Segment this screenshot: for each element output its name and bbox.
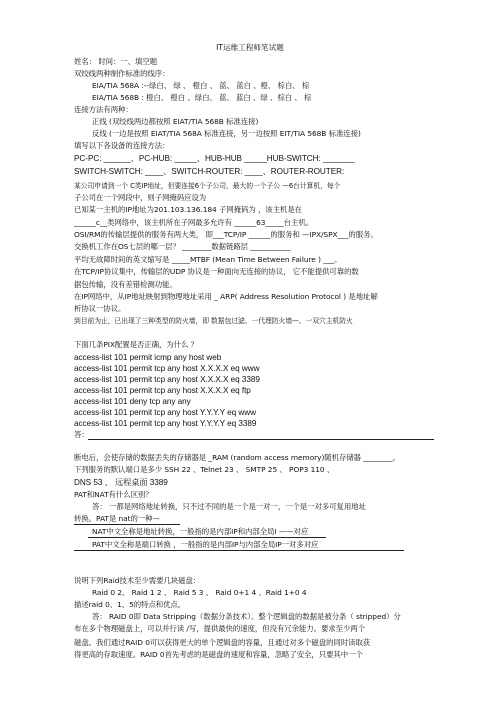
answer-underline <box>88 439 434 440</box>
code-line: access-list 101 permit tcp any host X.X.X.X eq 3389 <box>74 375 260 384</box>
code-line: access-list 101 permit tcp any host Y.Y.Y.Y eq www <box>74 408 256 417</box>
text-line: 答： RAID 0即 Data Stripping（数据分条技术）。整个逻辑盘的数据是被分条（ stripped）分 <box>92 612 401 621</box>
text-underline <box>74 524 180 525</box>
text-line: 描述raid 0、1、5的特点和优点。 <box>74 600 186 609</box>
text-underline <box>88 537 326 538</box>
text-line: 到目前为止，已出现了三种类型的防火墙，即 数据包过滤、一代理防火墙—、一双穴主机防火 <box>74 317 353 325</box>
text-line: 据包传输，没有差错检测功能。 <box>74 280 177 289</box>
text-line: 某公司申请到一个 C类IP地址，但要连接6个子公司，最大的一个子公 —6台计算机，每个 <box>74 182 341 190</box>
text-line: 下面几条PIX配置是否正确，为什么 ？ <box>74 340 198 349</box>
text-line: OSI/RM的传输层提供的服务有两大类， 即___TCP/IP ______的服务和 —IPX/SPX___的服务。 <box>74 230 378 239</box>
code-line: access-list 101 deny tcp any any <box>74 397 191 406</box>
text-line: 析协议一协议。 <box>74 304 126 313</box>
text-line: 下列服务的默认端口是多少 SSH 22 、Telnet 23 、 SMTP 25 、 POP3 110 、 <box>74 465 335 474</box>
text-line: Raid 0 2、 Raid 1 2 、 Raid 5 3 、 Raid 0+1 4 、Raid 1+0 4 <box>92 588 307 597</box>
text-line: 连接方法有两种： <box>74 105 133 114</box>
text-line: EIA/TIA 568A :--绿白、 绿 、 橙白 、 蓝、 蓝白 、橙、 棕白、 棕 <box>92 81 310 90</box>
text-line: ______c__类网络中，该主机所在子网最多允许有 ______63_____台主机。 <box>74 218 314 227</box>
text-line: 交换机工作在OS七层的哪一层？ ________数据链路层 ___________ <box>74 242 291 251</box>
text-line: DNS 53 、 远程桌面 3389 <box>74 478 168 487</box>
code-line: access-list 101 permit tcp any host Y.Y.Y.Y eq 3389 <box>74 419 257 428</box>
text-line: 在IP网络中，从IP地址映射到物理地址采用 _ ARP( Address Resolution Protocol ) 是地址解 <box>74 292 378 301</box>
text-line: 正线 (双绞线两边都按照 EIAT/TIA 568B 标准连接) <box>92 117 259 126</box>
text-underline <box>74 550 404 551</box>
text-line: 子公司在一个网段中，则子网掩码应设为 <box>74 193 207 202</box>
code-line: access-list 101 permit icmp any host web <box>74 353 222 362</box>
text-line: 双绞线两种制作标准的线序： <box>74 69 170 78</box>
text-line: 布在多个物理磁盘上，可以并行读 /写，提供最快的速度，但没有冗余能力。要求至少两个 <box>74 624 366 633</box>
text-line: 已知某一主机的IP地址为201.103.136.184 子网掩码为 ，该主机是在 <box>74 205 303 214</box>
text-line: 得更高的存取速度。RAID 0首先考虑的是磁盘的速度和容量，忽略了安全，只要其中一个 <box>74 650 363 659</box>
text-line: 填写以下各设备的连接方法： <box>74 141 170 150</box>
text-line: 说明下列Raid技术至少需要几块磁盘： <box>74 576 201 585</box>
text-line: 转换。PAT是 nat的一种— <box>74 514 160 523</box>
text-line: 磁盘。我们通过RAID 0可以获得更大的单个逻辑盘的容量，且通过对多个磁盘的同时读取获 <box>74 638 371 647</box>
text-line: 答： <box>74 430 89 439</box>
text-line: PC-PC: ______、PC-HUB: _____、HUB-HUB _____HUB-SWITCH: _______ <box>74 154 355 163</box>
text-line: 反线 (一边是按照 EIAT/TIA 568A 标准连接，另一边按照 EIT/TIA 568B 标准连接) <box>92 129 361 138</box>
text-line: PAT和NAT有什么区别？ <box>74 490 153 499</box>
text-line: 姓名： 时间：一、填空题 <box>74 57 158 66</box>
code-line: access-list 101 permit tcp any host X.X.X.X eq ftp <box>74 386 251 395</box>
text-line: EIA/TIA 568B : 橙白、 橙白 、绿白、 蓝、 蓝白 、绿 、棕白 、 棕 <box>92 93 312 102</box>
text-line: 平均无故障时间的英文缩写是 _____MTBF (Mean Time Between Failure ) ___。 <box>74 255 342 264</box>
text-line: 在TCP/IP协议集中，传输层的UDP 协议是一种面向无连接的协议， 它不能提供可靠的数 <box>74 267 359 276</box>
text-line: 答： 一都是网络地址转换，只不过不同的是一个是一对一，一个是一对多可复用地址 <box>92 502 366 511</box>
code-line: access-list 101 permit tcp any host X.X.X.X eq www <box>74 364 260 373</box>
text-line: SWITCH-SWITCH: ____、SWITCH-ROUTER: ____、ROUTER-ROUTER: <box>74 167 345 176</box>
text-line: 断电后，会使存储的数据丢失的存储器是 _RAM (random access memory)随机存储器 ________。 <box>74 453 400 462</box>
document-title: IT运维工程师笔试题 <box>216 43 284 52</box>
text-line: NAT中文全称是地址转换，一般指的是内部IP和内部全局I ——对应 <box>92 527 309 536</box>
text-line: PAT中文全称是端口转换 ，一般指的是内部IP与内部全局IP一对多对应 <box>92 540 319 549</box>
